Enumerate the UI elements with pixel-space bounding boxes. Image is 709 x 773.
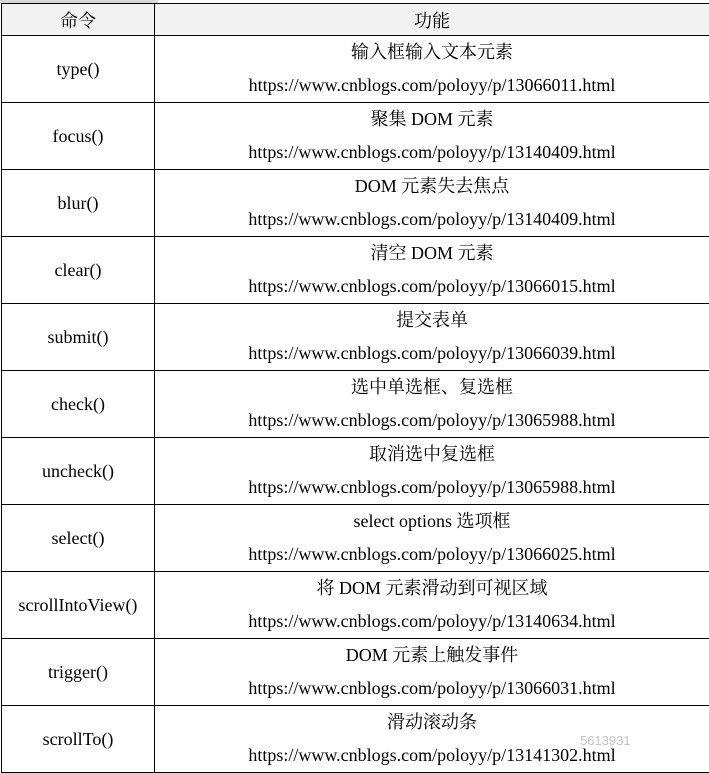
header-function: 功能 xyxy=(155,4,709,36)
function-cell xyxy=(155,572,709,639)
function-description: 将 DOM 元素滑动到可视区域 xyxy=(155,572,709,605)
command-cell: scrollIntoView() xyxy=(2,572,155,639)
command-cell: uncheck() xyxy=(2,438,155,505)
function-description: 提交表单 xyxy=(155,304,709,337)
header-command: 命令 xyxy=(2,4,155,36)
function-description: 滑动滚动条 xyxy=(155,706,709,739)
function-cell xyxy=(155,371,709,438)
command-cell: blur() xyxy=(2,170,155,237)
table-row xyxy=(2,36,709,103)
function-url[interactable]: https://www.cnblogs.com/poloyy/p/13066015.html xyxy=(155,270,709,303)
function-cell xyxy=(155,438,709,505)
function-url[interactable]: https://www.cnblogs.com/poloyy/p/13066025.html xyxy=(155,538,709,571)
function-url[interactable]: https://www.cnblogs.com/poloyy/p/13066031.html xyxy=(155,672,709,705)
table-row xyxy=(2,639,709,706)
table-row xyxy=(2,438,709,505)
function-description: 取消选中复选框 xyxy=(155,438,709,471)
function-url[interactable]: https://www.cnblogs.com/poloyy/p/13066039.html xyxy=(155,337,709,370)
function-description: DOM 元素上触发事件 xyxy=(155,639,709,672)
function-description: 输入框输入文本元素 xyxy=(155,36,709,69)
function-description: 清空 DOM 元素 xyxy=(155,237,709,270)
function-url[interactable]: https://www.cnblogs.com/poloyy/p/13065988.html xyxy=(155,404,709,437)
command-cell: clear() xyxy=(2,237,155,304)
function-url[interactable]: https://www.cnblogs.com/poloyy/p/13140409.html xyxy=(155,136,709,169)
function-description: 选中单选框、复选框 xyxy=(155,371,709,404)
command-cell: check() xyxy=(2,371,155,438)
function-cell xyxy=(155,237,709,304)
function-url[interactable]: https://www.cnblogs.com/poloyy/p/13140634.html xyxy=(155,605,709,638)
function-description: DOM 元素失去焦点 xyxy=(155,170,709,203)
function-cell xyxy=(155,639,709,706)
function-cell xyxy=(155,36,709,103)
command-cell: type() xyxy=(2,36,155,103)
function-url[interactable]: https://www.cnblogs.com/poloyy/p/13066011.html xyxy=(155,69,709,102)
command-cell: submit() xyxy=(2,304,155,371)
watermark-text: 5613931 xyxy=(580,733,631,748)
function-cell xyxy=(155,103,709,170)
command-cell: scrollTo() xyxy=(2,706,155,773)
table-row xyxy=(2,572,709,639)
command-cell: select() xyxy=(2,505,155,572)
table-row xyxy=(2,505,709,572)
function-url[interactable]: https://www.cnblogs.com/poloyy/p/13140409.html xyxy=(155,203,709,236)
table-row xyxy=(2,170,709,237)
command-table xyxy=(1,3,709,773)
function-cell xyxy=(155,170,709,237)
function-description: select options 选项框 xyxy=(155,505,709,538)
function-cell xyxy=(155,505,709,572)
table-row xyxy=(2,237,709,304)
command-cell: focus() xyxy=(2,103,155,170)
function-cell xyxy=(155,304,709,371)
table-header-row xyxy=(2,4,709,36)
table-row xyxy=(2,371,709,438)
command-cell: trigger() xyxy=(2,639,155,706)
function-description: 聚集 DOM 元素 xyxy=(155,103,709,136)
function-url[interactable]: https://www.cnblogs.com/poloyy/p/13065988.html xyxy=(155,471,709,504)
table-row xyxy=(2,304,709,371)
table-row xyxy=(2,103,709,170)
function-url[interactable]: https://www.cnblogs.com/poloyy/p/13141302.html xyxy=(155,739,709,772)
